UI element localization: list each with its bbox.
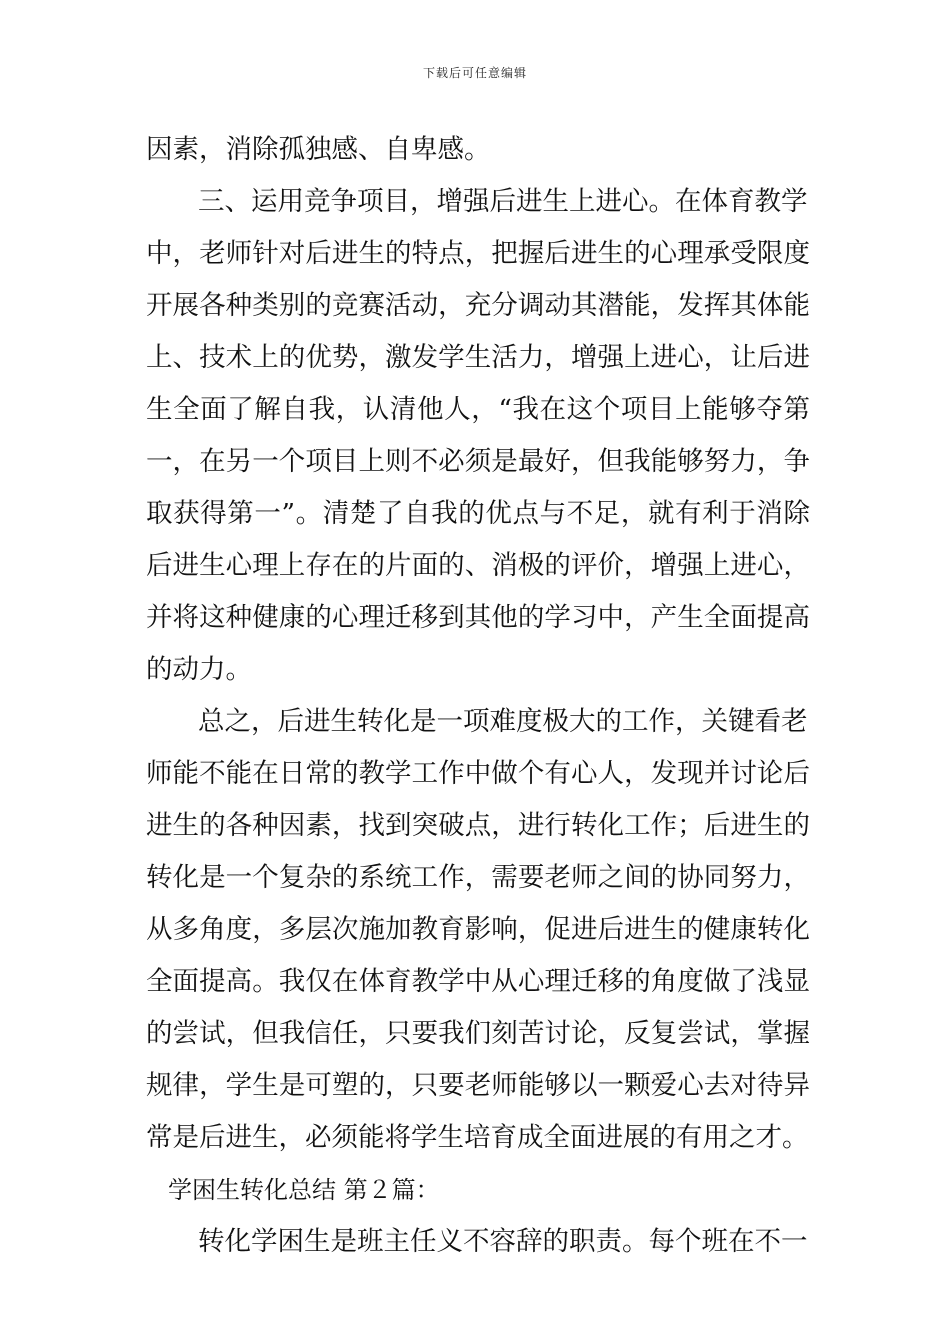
text-line: 规律，学生是可塑的，只要老师能够以一颗爱心去对待异 <box>146 1070 810 1101</box>
section-heading: 学困生转化总结 第２篇： <box>168 1176 440 1204</box>
text-line: 的动力。 <box>146 654 252 685</box>
text-line: 中，老师针对后进生的特点，把握后进生的心理承受限度 <box>146 238 810 269</box>
text-line: 从多角度，多层次施加教育影响，促进后进生的健康转化 <box>146 914 810 945</box>
text-line: 上、技术上的优势，激发学生活力，增强上进心，让后进 <box>146 342 810 373</box>
text-line: 转化是一个复杂的系统工作，需要老师之间的协同努力， <box>146 862 810 893</box>
text-line: 师能不能在日常的教学工作中做个有心人，发现并讨论后 <box>146 758 810 789</box>
document-body <box>146 124 810 1268</box>
text-line: 开展各种类别的竞赛活动，充分调动其潜能，发挥其体能 <box>146 290 810 321</box>
page-header: 下载后可任意编辑 <box>422 66 527 80</box>
text-line: 一，在另一个项目上则不必须是最好，但我能够努力，争 <box>146 446 810 477</box>
paragraph-start-line: 总之，后进生转化是一项难度极大的工作，关键看老 <box>198 706 808 737</box>
text-line: 进生的各种因素，找到突破点，进行转化工作；后进生的 <box>146 810 810 841</box>
text-line: 的尝试，但我信任，只要我们刻苦讨论，反复尝试，掌握 <box>146 1018 810 1049</box>
text-line: 常是后进生，必须能将学生培育成全面进展的有用之才。 <box>146 1122 809 1153</box>
text-line: 生全面了解自我，认清他人，“我在这个项目上能够夺第 <box>146 394 810 425</box>
text-line: 全面提高。我仅在体育教学中从心理迁移的角度做了浅显 <box>146 966 810 997</box>
text-line: 后进生心理上存在的片面的、消极的评价，增强上进心， <box>146 550 810 581</box>
paragraph-start-line: 转化学困生是班主任义不容辞的职责。每个班在不一 <box>198 1226 808 1257</box>
text-line: 并将这种健康的心理迁移到其他的学习中，产生全面提高 <box>146 602 810 633</box>
text-line: 因素，消除孤独感、自卑感。 <box>146 134 491 165</box>
text-line: 取获得第一”。清楚了自我的优点与不足，就有利于消除 <box>146 498 810 529</box>
paragraph-start-line: 三、运用竞争项目，增强后进生上进心。在体育教学 <box>198 186 808 217</box>
